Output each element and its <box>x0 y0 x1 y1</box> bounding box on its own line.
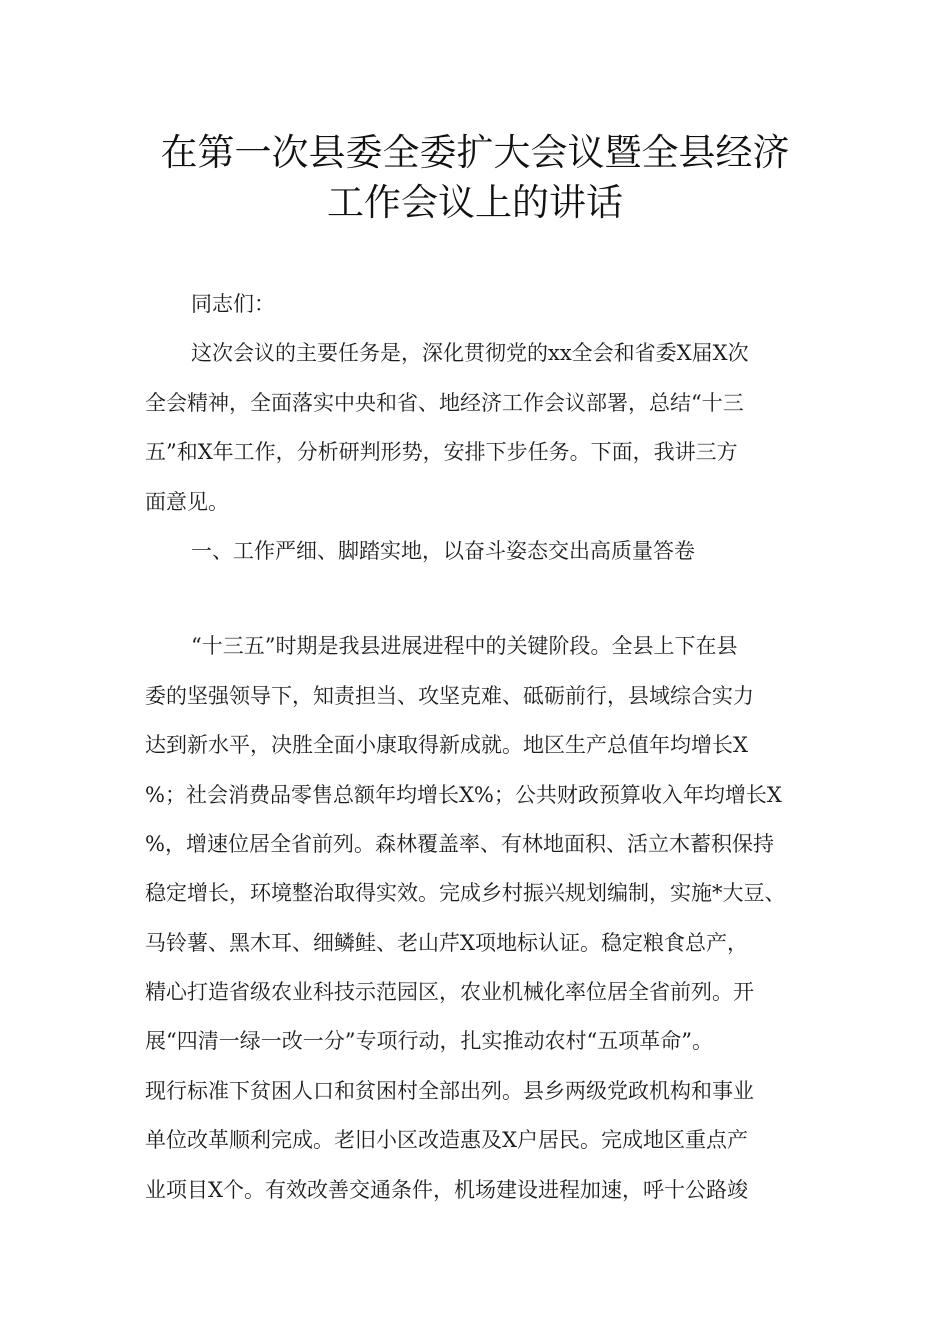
body-line: 现行标准下贫困人口和贫困村全部出列。县乡两级党政机构和事业 <box>145 1078 754 1103</box>
body-line: 业项目X个。有效改善交通条件，机场建设进程加速，呼十公路竣 <box>145 1177 748 1202</box>
body-line: 单位改革顺利完成。老旧小区改造惠及X户居民。完成地区重点产 <box>145 1128 748 1153</box>
section-heading <box>145 527 825 576</box>
body-paragraph <box>145 622 825 1215</box>
body-line: “十三五”时期是我县进展进程中的关键阶段。全县上下在县 <box>191 634 738 659</box>
title-line-2: 工作会议上的讲话 <box>327 181 623 224</box>
document-body <box>145 280 825 1215</box>
body-line: 展“四清一绿一改一分”专项行动，扎实推动农村“五项革命”。 <box>145 1029 713 1054</box>
body-line: 马铃薯、黑木耳、细鳞鲑、老山芹X项地标认证。稳定粮食总产， <box>145 930 748 955</box>
document-title <box>100 128 850 228</box>
body-line: %，增速位居全省前列。森林覆盖率、有林地面积、活立木蓄积保持 <box>145 831 774 856</box>
intro-line: 五”和X年工作，分析研判形势，安排下步任务。下面，我讲三方 <box>145 440 738 465</box>
intro-paragraph <box>145 329 825 527</box>
intro-line: 面意见。 <box>145 489 229 514</box>
title-line-1: 在第一次县委全委扩大会议暨全县经济 <box>160 131 790 174</box>
body-line: 委的坚强领导下，知责担当、攻坚克难、砥砺前行，县域综合实力 <box>145 683 754 708</box>
section-heading-text: 一、工作严细、脚踏实地，以奋斗姿态交出高质量答卷 <box>191 538 695 563</box>
salutation <box>145 280 825 329</box>
intro-line: 全会精神，全面落实中央和省、地经济工作会议部署，总结“十三 <box>145 390 744 415</box>
paragraph-spacer <box>145 576 825 622</box>
intro-line: 这次会议的主要任务是，深化贯彻党的xx全会和省委X届X次 <box>191 341 749 366</box>
body-line: %；社会消费品零售总额年均增长X%；公共财政预算收入年均增长X <box>145 782 782 807</box>
body-line: 精心打造省级农业科技示范园区，农业机械化率位居全省前列。开 <box>145 980 754 1005</box>
salutation-text: 同志们： <box>191 292 275 316</box>
body-line: 达到新水平，决胜全面小康取得新成就。地区生产总值年均增长X <box>145 733 748 758</box>
body-line: 稳定增长，环境整治取得实效。完成乡村振兴规划编制，实施*大豆、 <box>145 881 786 906</box>
